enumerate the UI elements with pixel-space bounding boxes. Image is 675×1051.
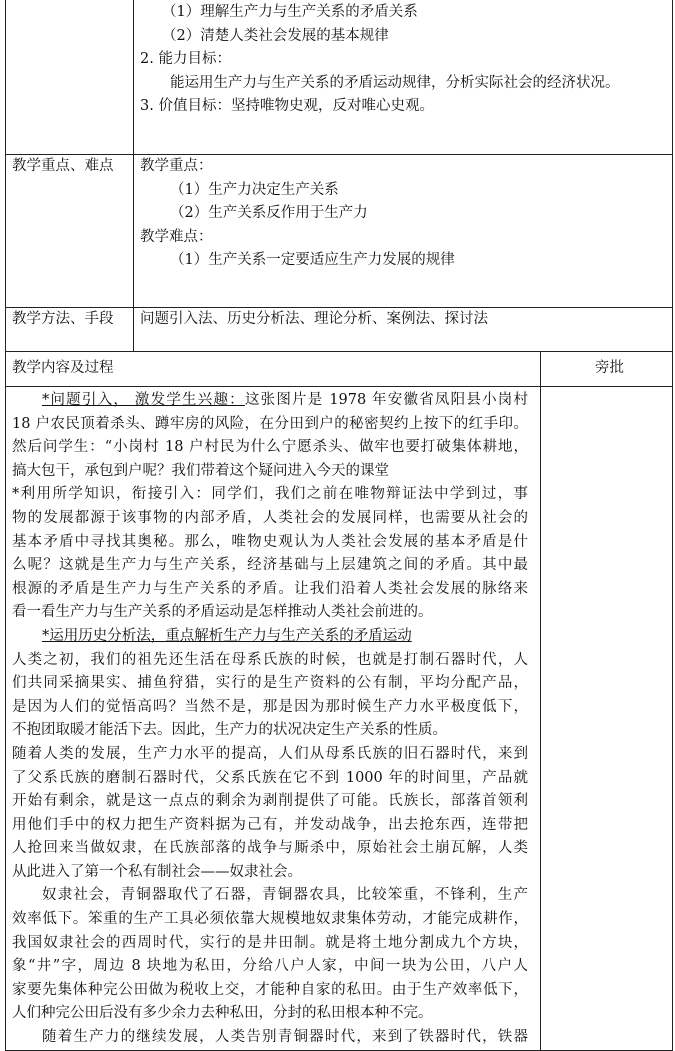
content-line: 开始有剩余，就是这一点点的剩余为剥削提供了可能。氏族长，部落首领利 [12,793,528,810]
content-line: 物的发展都源于该事物的内部矛盾，人类社会的发展同样，也需要从社会的 [12,509,528,526]
notes-header [541,352,673,387]
content-line: 象“井”字，周边 8 块地为私田，分给八户人家，中间一块为公田，八户人 [12,958,528,975]
content-line: 人抢回来当做奴隶，在氏族部落的战争与厮杀中，原始社会土崩瓦解，人类 [12,840,528,857]
key-points-heading: 教学重点： [140,158,213,174]
content-header-label: 教学内容及过程 [12,360,114,376]
content-line: 们共同采摘果实、捕鱼狩猎，实行的是生产资料的公有制，平均分配产品， [12,675,528,692]
intro-heading: *问题引入， 激发学生兴趣： [42,392,245,408]
content-cell [6,387,541,1051]
content-line: 搞大包干，承包到户呢？我们带着这个疑问进入今天的课堂 [12,462,389,479]
intro-text: 这张图片是 1978 年安徽省凤阳县小岗村 [244,392,528,408]
content-line: 不抱团取暖才能活下去。因此，生产力的状况决定生产关系的性质。 [12,722,447,739]
key-points-row [6,155,673,308]
objectives-label-cell [6,0,134,155]
notes-header-label: 旁批 [595,360,624,376]
objective-ability-text: 能运用生产力与生产关系的矛盾运动规律，分析实际社会的经济状况。 [170,74,620,91]
key-point-2: （2）生产关系反作用于生产力 [170,205,368,222]
content-line: 我国奴隶社会的西周时代，实行的是井田制。就是将土地分割成九个方块， [12,934,528,951]
content-line: 随着人类的发展，生产力水平的提高，人们从母系氏族的旧石器时代，来到 [12,745,528,762]
methods-label-text: 教学方法、手段 [12,311,114,327]
content-line: 从此进入了第一个私有制社会——奴隶社会。 [12,863,302,880]
key-points-label [6,155,134,308]
content-header-row [6,352,673,387]
key-points-cell [134,155,673,308]
content-header [6,352,541,387]
content-row [6,387,673,1051]
key-points-label-text: 教学重点、难点 [12,158,114,174]
content-line: 基本矛盾中寻找其奥秘。那么，唯物史观认为人类社会发展的基本矛盾是什 [12,533,528,550]
objectives-row [6,0,673,155]
methods-value: 问题引入法、历史分析法、理论分析、案例法、探讨法 [140,311,488,327]
key-point-1: （1）生产力决定生产关系 [170,181,339,198]
objective-ability-heading: 2. 能力目标： [140,51,231,68]
content-line: 奴隶社会，青铜器取代了石器，青铜器农具，比较笨重，不锋利，生产 [42,887,528,904]
content-line: *利用所学知识，衔接引入：同学们，我们之前在唯物辩证法中学到过，事 [12,486,528,503]
history-heading [12,625,534,649]
content-line: 效率低下。笨重的生产工具必须依靠大规模地奴隶集体劳动，才能完成耕作， [12,911,528,928]
content-line: 18 户农民顶着杀头、蹲牢房的风险，在分田到户的秘密契约上按下的红手印。 [12,415,528,432]
difficulty-1: （1）生产关系一定要适应生产力发展的规律 [170,252,455,269]
lesson-plan-table [5,0,673,1051]
content-line: 了父系氏族的磨制石器时代，父系氏族在它不到 1000 年的时间里，产品就 [12,769,528,786]
content-line: 用他们手中的权力把生产资料据为己有，并发动战争，出去抢东西，连带把 [12,816,528,833]
methods-row [6,308,673,352]
content-line: 根源的矛盾是生产力与生产关系的矛盾。让我们沿着人类社会发展的脉络来 [12,580,528,597]
content-line: 看一看生产力与生产关系的矛盾运动是怎样推动人类社会前进的。 [12,604,433,621]
objective-value: 3. 价值目标：坚持唯物史观，反对唯心史观。 [140,98,434,115]
content-line: 是因为人们的觉悟高吗？当然不是，那是因为那时候生产力水平极度低下， [12,698,528,715]
content-line: 然后问学生：“小岗村 18 户村民为什么宁愿杀头、做牢也要打破集体耕地， [12,439,528,456]
objective-knowledge-2: （2）清楚人类社会发展的基本规律 [162,27,389,44]
content-line: 么呢？这就是生产力与生产关系，经济基础与上层建筑之间的矛盾。其中最 [12,557,528,574]
objective-knowledge-1: （1）理解生产力与生产关系的矛盾关系 [162,4,418,20]
history-heading-text: *运用历史分析法，重点解析生产力与生产关系的矛盾运动 [42,627,412,644]
difficulty-heading: 教学难点： [140,228,213,245]
content-line [12,389,534,413]
content-line: 人们种完公田后没有多少余力去种私田，分封的私田根本种不完。 [12,1005,433,1022]
content-line: 家要先集体种完公田做为税收上交，才能种自家的私田。由于生产效率低下， [12,981,528,998]
methods-label [6,308,134,352]
notes-cell [541,387,673,1051]
content-line: 人类之初，我们的祖先还生活在母系氏族的时候，也就是打制石器时代，人 [12,651,528,668]
objectives-cell [134,0,673,155]
content-line: 随着生产力的继续发展，人类告别青铜器时代，来到了铁器时代，铁器 [42,1029,528,1046]
methods-cell [134,308,673,352]
